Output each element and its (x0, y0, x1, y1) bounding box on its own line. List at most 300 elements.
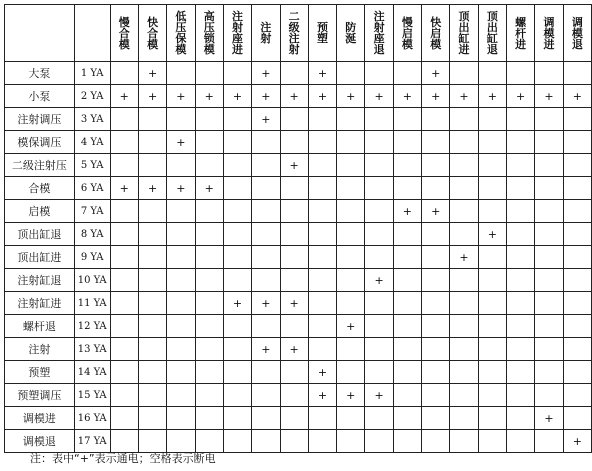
empty-cell (563, 200, 591, 223)
empty-cell (365, 200, 393, 223)
empty-cell (337, 269, 365, 292)
empty-cell (223, 407, 251, 430)
empty-cell (138, 292, 166, 315)
column-header (252, 5, 280, 62)
table-row (5, 315, 592, 338)
empty-cell (337, 407, 365, 430)
plus-mark: + (365, 384, 393, 407)
empty-cell (252, 200, 280, 223)
column-header-label: 低压保模 (175, 10, 187, 56)
table-note: 注：表中“+”表示通电；空格表示断电 (30, 452, 216, 465)
plus-mark: + (167, 131, 195, 154)
empty-cell (563, 108, 591, 131)
empty-cell (393, 108, 421, 131)
empty-cell (280, 62, 308, 85)
empty-cell (478, 292, 506, 315)
empty-cell (422, 131, 450, 154)
row-code: 3 YA (74, 108, 110, 131)
row-code: 2 YA (74, 85, 110, 108)
column-header (167, 5, 195, 62)
empty-cell (110, 108, 138, 131)
plus-mark: + (110, 177, 138, 200)
row-name: 模保调压 (5, 131, 75, 154)
empty-cell (563, 223, 591, 246)
empty-cell (337, 200, 365, 223)
column-header (478, 5, 506, 62)
empty-cell (167, 223, 195, 246)
empty-cell (563, 62, 591, 85)
empty-cell (223, 177, 251, 200)
plus-mark: + (337, 85, 365, 108)
row-code: 16 YA (74, 407, 110, 430)
empty-cell (138, 108, 166, 131)
empty-cell (393, 131, 421, 154)
empty-cell (280, 315, 308, 338)
empty-cell (337, 62, 365, 85)
empty-cell (252, 361, 280, 384)
plus-mark: + (535, 407, 563, 430)
empty-cell (252, 430, 280, 453)
column-header (450, 5, 478, 62)
plus-mark: + (507, 85, 535, 108)
row-code: 17 YA (74, 430, 110, 453)
column-header (110, 5, 138, 62)
column-header-label: 注射座退 (373, 10, 385, 56)
empty-cell (195, 200, 223, 223)
plus-mark: + (167, 85, 195, 108)
column-header (535, 5, 563, 62)
empty-cell (450, 430, 478, 453)
row-name: 大泵 (5, 62, 75, 85)
empty-cell (365, 177, 393, 200)
row-name: 注射缸退 (5, 269, 75, 292)
empty-cell (195, 384, 223, 407)
empty-cell (110, 269, 138, 292)
solenoid-action-table (4, 4, 592, 453)
empty-cell (138, 154, 166, 177)
plus-mark: + (280, 338, 308, 361)
plus-mark: + (110, 85, 138, 108)
plus-mark: + (308, 361, 336, 384)
empty-cell (337, 430, 365, 453)
empty-cell (422, 407, 450, 430)
empty-cell (393, 223, 421, 246)
empty-cell (223, 131, 251, 154)
table-row (5, 269, 592, 292)
empty-cell (422, 269, 450, 292)
empty-cell (450, 154, 478, 177)
column-header (365, 5, 393, 62)
empty-cell (450, 269, 478, 292)
empty-cell (167, 292, 195, 315)
empty-cell (223, 223, 251, 246)
empty-cell (167, 154, 195, 177)
empty-cell (563, 338, 591, 361)
row-code: 12 YA (74, 315, 110, 338)
empty-cell (535, 62, 563, 85)
table-row (5, 131, 592, 154)
empty-cell (195, 292, 223, 315)
empty-cell (308, 108, 336, 131)
empty-cell (337, 246, 365, 269)
empty-cell (393, 430, 421, 453)
row-name: 小泵 (5, 85, 75, 108)
empty-cell (308, 292, 336, 315)
column-header-label: 螺杆进 (515, 15, 527, 51)
empty-cell (167, 108, 195, 131)
empty-cell (308, 177, 336, 200)
plus-mark: + (393, 200, 421, 223)
empty-cell (507, 338, 535, 361)
row-code: 7 YA (74, 200, 110, 223)
empty-cell (563, 131, 591, 154)
empty-cell (478, 108, 506, 131)
column-header (563, 5, 591, 62)
empty-cell (223, 200, 251, 223)
column-header-label: 注射座进 (232, 10, 244, 56)
empty-cell (280, 384, 308, 407)
empty-cell (393, 407, 421, 430)
row-code: 5 YA (74, 154, 110, 177)
empty-cell (535, 200, 563, 223)
column-header-label: 调模退 (571, 15, 583, 51)
empty-cell (223, 315, 251, 338)
empty-cell (280, 131, 308, 154)
empty-cell (563, 292, 591, 315)
empty-cell (535, 430, 563, 453)
plus-mark: + (365, 85, 393, 108)
empty-cell (110, 200, 138, 223)
row-name: 启模 (5, 200, 75, 223)
empty-cell (507, 292, 535, 315)
empty-cell (138, 407, 166, 430)
empty-cell (252, 315, 280, 338)
empty-cell (422, 315, 450, 338)
plus-mark: + (138, 85, 166, 108)
empty-cell (167, 62, 195, 85)
empty-cell (223, 338, 251, 361)
empty-cell (422, 177, 450, 200)
row-name: 二级注射压 (5, 154, 75, 177)
empty-cell (195, 361, 223, 384)
empty-cell (110, 62, 138, 85)
empty-cell (365, 223, 393, 246)
empty-cell (195, 269, 223, 292)
row-code: 14 YA (74, 361, 110, 384)
empty-cell (563, 361, 591, 384)
empty-cell (365, 292, 393, 315)
empty-cell (507, 315, 535, 338)
empty-cell (308, 430, 336, 453)
empty-cell (138, 131, 166, 154)
empty-cell (535, 338, 563, 361)
empty-cell (535, 269, 563, 292)
empty-cell (337, 131, 365, 154)
empty-cell (280, 269, 308, 292)
table-row (5, 407, 592, 430)
column-header (138, 5, 166, 62)
plus-mark: + (308, 62, 336, 85)
empty-cell (167, 384, 195, 407)
empty-cell (365, 407, 393, 430)
table-row (5, 154, 592, 177)
table-row (5, 200, 592, 223)
empty-cell (535, 315, 563, 338)
empty-cell (450, 407, 478, 430)
plus-mark: + (252, 62, 280, 85)
table-header-row (5, 5, 592, 62)
table-row (5, 292, 592, 315)
empty-cell (365, 430, 393, 453)
empty-cell (308, 269, 336, 292)
empty-cell (478, 361, 506, 384)
empty-cell (422, 246, 450, 269)
empty-cell (450, 200, 478, 223)
empty-cell (308, 407, 336, 430)
plus-mark: + (223, 85, 251, 108)
empty-cell (393, 315, 421, 338)
row-name: 调模进 (5, 407, 75, 430)
empty-cell (478, 154, 506, 177)
empty-cell (138, 269, 166, 292)
empty-cell (308, 154, 336, 177)
empty-cell (337, 361, 365, 384)
empty-cell (422, 338, 450, 361)
empty-cell (422, 223, 450, 246)
corner-cell-code (74, 5, 110, 62)
empty-cell (195, 407, 223, 430)
empty-cell (507, 407, 535, 430)
empty-cell (450, 361, 478, 384)
empty-cell (507, 200, 535, 223)
table-row (5, 223, 592, 246)
empty-cell (138, 223, 166, 246)
empty-cell (507, 361, 535, 384)
empty-cell (337, 292, 365, 315)
empty-cell (507, 62, 535, 85)
empty-cell (535, 246, 563, 269)
row-code: 4 YA (74, 131, 110, 154)
plus-mark: + (138, 177, 166, 200)
column-header-label: 顶出缸进 (458, 10, 470, 56)
empty-cell (337, 177, 365, 200)
empty-cell (563, 315, 591, 338)
column-header-label: 高压锁模 (203, 10, 215, 56)
empty-cell (507, 154, 535, 177)
table-row (5, 338, 592, 361)
row-name: 顶出缸进 (5, 246, 75, 269)
empty-cell (223, 269, 251, 292)
empty-cell (195, 338, 223, 361)
empty-cell (478, 200, 506, 223)
empty-cell (195, 315, 223, 338)
column-header (422, 5, 450, 62)
row-code: 1 YA (74, 62, 110, 85)
column-header-label: 防涎 (345, 21, 357, 45)
empty-cell (507, 108, 535, 131)
empty-cell (110, 292, 138, 315)
empty-cell (478, 131, 506, 154)
empty-cell (280, 223, 308, 246)
plus-mark: + (252, 108, 280, 131)
empty-cell (507, 430, 535, 453)
plus-mark: + (280, 292, 308, 315)
row-name: 合模 (5, 177, 75, 200)
row-name: 螺杆退 (5, 315, 75, 338)
plus-mark: + (422, 62, 450, 85)
empty-cell (110, 223, 138, 246)
column-header-label: 快合模 (147, 15, 159, 51)
empty-cell (450, 292, 478, 315)
plus-mark: + (195, 177, 223, 200)
empty-cell (422, 430, 450, 453)
empty-cell (507, 269, 535, 292)
empty-cell (252, 384, 280, 407)
empty-cell (507, 131, 535, 154)
empty-cell (223, 384, 251, 407)
empty-cell (110, 131, 138, 154)
plus-mark: + (393, 85, 421, 108)
empty-cell (422, 108, 450, 131)
empty-cell (365, 108, 393, 131)
empty-cell (167, 361, 195, 384)
row-name: 预塑调压 (5, 384, 75, 407)
empty-cell (138, 200, 166, 223)
empty-cell (195, 108, 223, 131)
empty-cell (337, 223, 365, 246)
empty-cell (422, 361, 450, 384)
plus-mark: + (308, 85, 336, 108)
plus-mark: + (308, 384, 336, 407)
table-row (5, 62, 592, 85)
empty-cell (535, 292, 563, 315)
empty-cell (393, 292, 421, 315)
empty-cell (280, 430, 308, 453)
empty-cell (167, 338, 195, 361)
empty-cell (535, 177, 563, 200)
empty-cell (223, 108, 251, 131)
empty-cell (393, 384, 421, 407)
empty-cell (478, 62, 506, 85)
empty-cell (252, 131, 280, 154)
empty-cell (308, 200, 336, 223)
row-name: 注射缸进 (5, 292, 75, 315)
empty-cell (167, 200, 195, 223)
empty-cell (450, 131, 478, 154)
column-header (308, 5, 336, 62)
column-header (337, 5, 365, 62)
empty-cell (478, 384, 506, 407)
empty-cell (450, 315, 478, 338)
empty-cell (450, 384, 478, 407)
empty-cell (110, 246, 138, 269)
empty-cell (308, 223, 336, 246)
empty-cell (393, 269, 421, 292)
empty-cell (337, 338, 365, 361)
plus-mark: + (337, 315, 365, 338)
empty-cell (422, 154, 450, 177)
column-header-label: 慢合模 (118, 15, 130, 51)
empty-cell (195, 62, 223, 85)
empty-cell (478, 430, 506, 453)
empty-cell (223, 430, 251, 453)
plus-mark: + (563, 85, 591, 108)
plus-mark: + (167, 177, 195, 200)
empty-cell (478, 338, 506, 361)
empty-cell (450, 62, 478, 85)
row-code: 6 YA (74, 177, 110, 200)
row-code: 15 YA (74, 384, 110, 407)
plus-mark: + (252, 292, 280, 315)
empty-cell (138, 361, 166, 384)
table-row (5, 384, 592, 407)
empty-cell (252, 269, 280, 292)
empty-cell (365, 315, 393, 338)
empty-cell (280, 108, 308, 131)
empty-cell (365, 154, 393, 177)
empty-cell (535, 108, 563, 131)
empty-cell (365, 246, 393, 269)
row-name: 顶出缸退 (5, 223, 75, 246)
column-header-label: 顶出缸退 (486, 10, 498, 56)
empty-cell (280, 246, 308, 269)
empty-cell (138, 246, 166, 269)
empty-cell (393, 246, 421, 269)
empty-cell (393, 177, 421, 200)
empty-cell (507, 223, 535, 246)
row-name: 调模退 (5, 430, 75, 453)
column-header-label: 快启模 (430, 15, 442, 51)
table-row (5, 361, 592, 384)
plus-mark: + (478, 223, 506, 246)
empty-cell (450, 223, 478, 246)
row-code: 9 YA (74, 246, 110, 269)
plus-mark: + (223, 292, 251, 315)
plus-mark: + (535, 85, 563, 108)
empty-cell (563, 154, 591, 177)
empty-cell (365, 338, 393, 361)
empty-cell (110, 315, 138, 338)
empty-cell (110, 407, 138, 430)
empty-cell (195, 223, 223, 246)
plus-mark: + (422, 85, 450, 108)
empty-cell (195, 154, 223, 177)
empty-cell (422, 292, 450, 315)
empty-cell (308, 131, 336, 154)
plus-mark: + (478, 85, 506, 108)
column-header (507, 5, 535, 62)
empty-cell (535, 384, 563, 407)
empty-cell (337, 108, 365, 131)
plus-mark: + (450, 85, 478, 108)
corner-cell (5, 5, 75, 62)
empty-cell (138, 384, 166, 407)
empty-cell (393, 62, 421, 85)
column-header (393, 5, 421, 62)
empty-cell (110, 361, 138, 384)
empty-cell (535, 154, 563, 177)
empty-cell (535, 223, 563, 246)
empty-cell (450, 108, 478, 131)
empty-cell (507, 246, 535, 269)
empty-cell (138, 315, 166, 338)
row-code: 10 YA (74, 269, 110, 292)
empty-cell (365, 361, 393, 384)
empty-cell (280, 407, 308, 430)
plus-mark: + (252, 85, 280, 108)
row-code: 13 YA (74, 338, 110, 361)
empty-cell (110, 154, 138, 177)
